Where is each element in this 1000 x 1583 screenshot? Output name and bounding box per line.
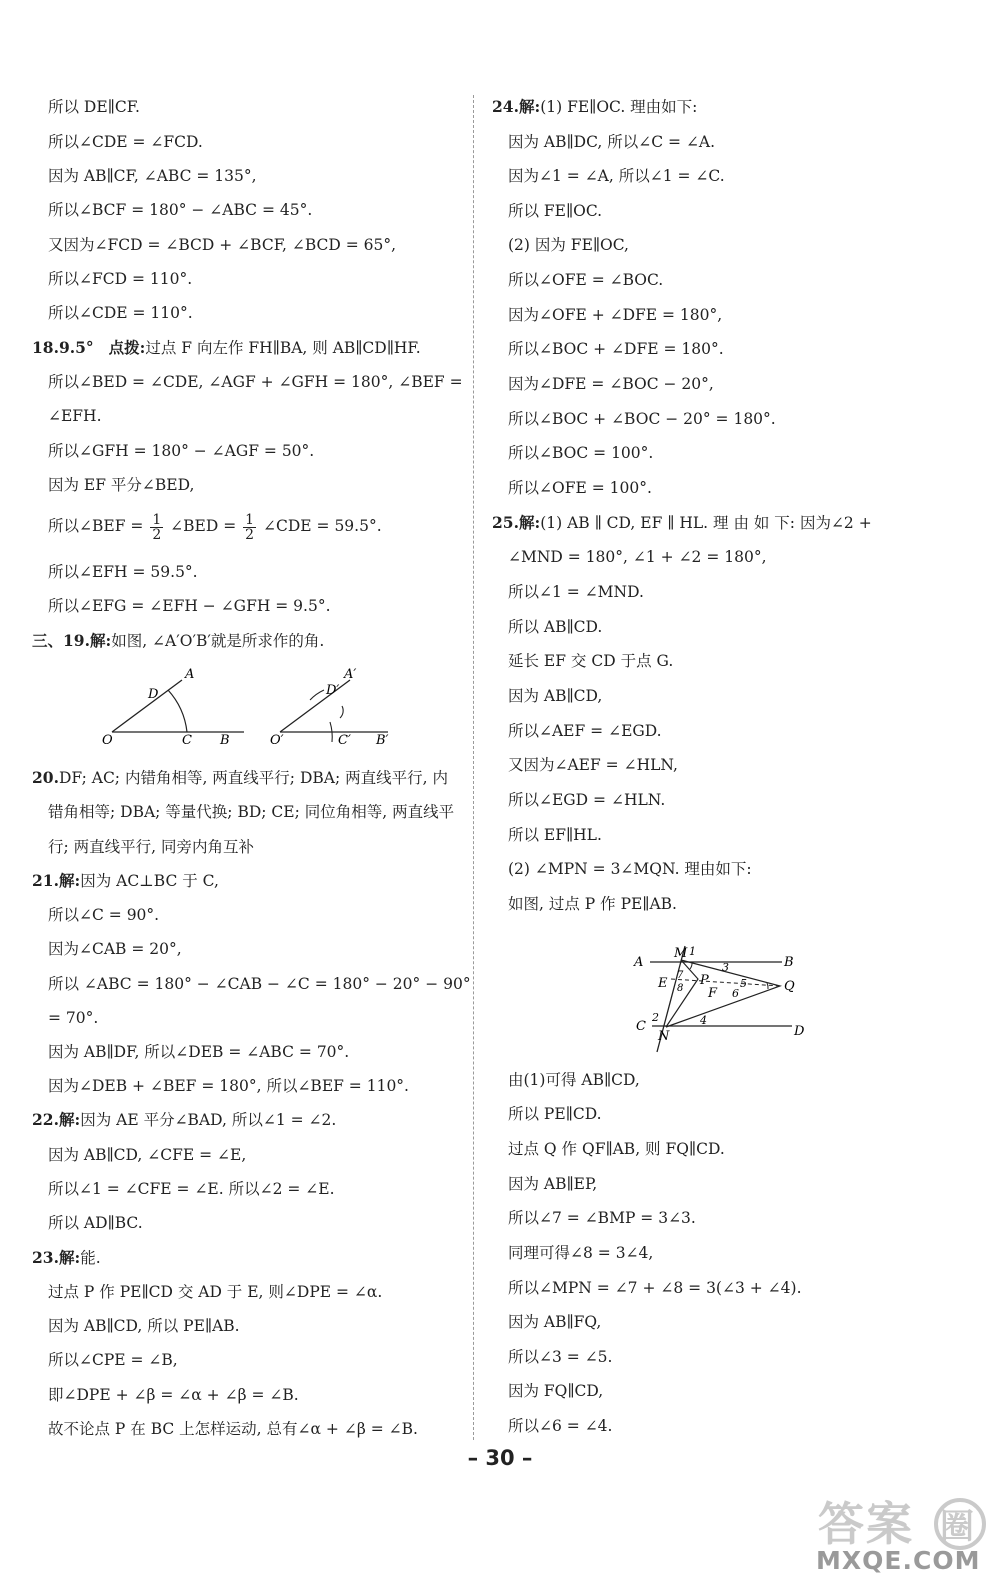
- text-line: 又因为∠AEF = ∠HLN,: [508, 756, 678, 774]
- question-number: 22.解:: [32, 1110, 81, 1129]
- angle-label: 4: [700, 1014, 707, 1027]
- question-text: 如图, ∠A′O′B′就是所求作的角.: [111, 632, 325, 650]
- question-text: 能.: [80, 1249, 101, 1267]
- svg-text:圈: 圈: [940, 1507, 974, 1547]
- question-18: [32, 338, 421, 358]
- text-line: 所以∠OFE = ∠BOC.: [508, 271, 664, 289]
- hint-tag: 点拨:: [108, 338, 146, 357]
- text-line: 故不论点 P 在 BC 上怎样运动, 总有∠α + ∠β = ∠B.: [48, 1420, 418, 1438]
- angle-construction-figure: [92, 660, 392, 750]
- angle-label: 5: [740, 977, 747, 990]
- text-line: 所以∠BOC + ∠DFE = 180°.: [508, 340, 724, 358]
- text-line: 所以 ∠ABC = 180° − ∠CAB − ∠C = 180° − 20° − 90°: [48, 975, 471, 993]
- question-21: [32, 871, 219, 891]
- point-label: C′: [338, 733, 351, 748]
- text-line: 即∠DPE + ∠β = ∠α + ∠β = ∠B.: [48, 1386, 299, 1404]
- question-19: [32, 631, 324, 651]
- text-line: 因为 AB∥DF, 所以∠DEB = ∠ABC = 70°.: [48, 1043, 350, 1061]
- text-line: 因为 AB∥FQ,: [508, 1313, 602, 1331]
- point-label: A: [634, 955, 644, 970]
- text-line: 所以∠AEF = ∠EGD.: [508, 722, 662, 740]
- text-segment: ∠BED =: [170, 517, 237, 535]
- page-number: – 30 –: [467, 1446, 533, 1470]
- angle-label: 3: [722, 961, 729, 974]
- text-line: 所以∠BOC + ∠BOC − 20° = 180°.: [508, 410, 776, 428]
- text-line: 因为∠DEB + ∠BEF = 180°, 所以∠BEF = 110°.: [48, 1077, 409, 1095]
- text-line: 因为 FQ∥CD,: [508, 1382, 604, 1400]
- text-line: 所以 AB∥CD.: [508, 618, 603, 636]
- angle-label: 1: [689, 945, 696, 958]
- point-label: N: [658, 1029, 670, 1044]
- point-label: M: [674, 946, 688, 961]
- question-text: 因为 AC⊥BC 于 C,: [80, 872, 219, 890]
- point-label: B′: [376, 733, 389, 748]
- text-line: 所以∠CDE = 110°.: [48, 304, 193, 322]
- text-line: 因为 AB∥CD, ∠CFE = ∠E,: [48, 1146, 247, 1164]
- angle-label: 7: [677, 970, 684, 981]
- fraction-numerator: 1: [152, 511, 162, 528]
- text-line: (2) ∠MPN = 3∠MQN. 理由如下:: [508, 860, 752, 878]
- question-text: 过点 F 向左作 FH∥BA, 则 AB∥CD∥HF.: [145, 339, 421, 357]
- text-line: 所以∠1 = ∠CFE = ∠E. 所以∠2 = ∠E.: [48, 1180, 335, 1198]
- text-line: ∠EFH.: [48, 407, 102, 425]
- point-label: A′: [344, 667, 357, 682]
- text-line: 过点 P 作 PE∥CD 交 AD 于 E, 则∠DPE = ∠α.: [48, 1283, 383, 1301]
- angle-label: 6: [732, 987, 739, 1000]
- text-line: = 70°.: [48, 1009, 99, 1027]
- column-divider: [473, 95, 474, 1440]
- text-line: 所以∠CPE = ∠B,: [48, 1351, 178, 1369]
- text-line: 所以∠BCF = 180° − ∠ABC = 45°.: [48, 201, 313, 219]
- point-label: O: [102, 733, 113, 748]
- text-line: 所以∠BED = ∠CDE, ∠AGF + ∠GFH = 180°, ∠BEF =: [48, 373, 463, 391]
- text-line: 因为 AB∥CD,: [508, 687, 603, 705]
- text-line: 所以∠FCD = 110°.: [48, 270, 193, 288]
- question-number: 三、19.解:: [32, 631, 112, 650]
- question-24: [492, 97, 697, 117]
- question-number: 25.解:: [492, 513, 541, 532]
- point-label: E: [658, 976, 668, 991]
- fraction-denominator: 2: [245, 526, 255, 543]
- parallel-lines-figure: [622, 938, 842, 1058]
- question-22: [32, 1110, 336, 1130]
- point-label: C: [182, 733, 192, 748]
- question-text: 因为 AE 平分∠BAD, 所以∠1 = ∠2.: [80, 1111, 337, 1129]
- question-text: (1) FE∥OC. 理由如下:: [540, 98, 698, 116]
- text-line: 所以∠7 = ∠BMP = 3∠3.: [508, 1209, 696, 1227]
- point-label: D: [148, 687, 159, 702]
- text-line: 所以 FE∥OC.: [508, 202, 603, 220]
- text-line: 因为∠OFE + ∠DFE = 180°,: [508, 306, 723, 324]
- text-segment: 所以∠BEF =: [48, 517, 144, 535]
- point-label: F: [708, 986, 718, 1001]
- text-line: 所以∠CDE = ∠FCD.: [48, 133, 203, 151]
- question-23: [32, 1248, 101, 1268]
- text-line: 如图, 过点 P 作 PE∥AB.: [508, 895, 677, 913]
- svg-text:答案: 答案: [818, 1497, 914, 1551]
- text-line: ∠MND = 180°, ∠1 + ∠2 = 180°,: [508, 548, 767, 566]
- angle-label: 2: [652, 1011, 659, 1024]
- text-line: 所以 DE∥CF.: [48, 98, 140, 116]
- question-text: DF; AC; 内错角相等, 两直线平行; DBA; 两直线平行, 内: [58, 769, 448, 787]
- text-line: 所以∠3 = ∠5.: [508, 1348, 613, 1366]
- text-line: 所以∠GFH = 180° − ∠AGF = 50°.: [48, 442, 315, 460]
- text-line: 所以∠1 = ∠MND.: [508, 583, 644, 601]
- text-line: 延长 EF 交 CD 于点 G.: [508, 652, 674, 670]
- text-line: (2) 因为 FE∥OC,: [508, 236, 629, 254]
- point-label: D: [794, 1024, 805, 1039]
- question-20: [32, 768, 448, 788]
- question-number: 24.解:: [492, 97, 541, 116]
- text-line: 所以∠BOC = 100°.: [508, 444, 654, 462]
- text-line: 所以 PE∥CD.: [508, 1105, 602, 1123]
- point-label: Q: [784, 979, 795, 994]
- text-line: 因为∠DFE = ∠BOC − 20°,: [508, 375, 714, 393]
- text-line: 因为 AB∥DC, 所以∠C = ∠A.: [508, 133, 716, 151]
- question-number: 23.解:: [32, 1248, 81, 1267]
- fraction-one-half: [243, 513, 256, 542]
- text-line: 因为 EF 平分∠BED,: [48, 476, 195, 494]
- text-line: 因为 AB∥CF, ∠ABC = 135°,: [48, 167, 257, 185]
- point-label: B: [784, 955, 794, 970]
- fraction-denominator: 2: [152, 526, 162, 543]
- original-angle: [102, 667, 244, 748]
- text-line: 因为 AB∥EP,: [508, 1175, 598, 1193]
- text-line: 因为∠CAB = 20°,: [48, 940, 182, 958]
- text-line: 因为 AB∥CD, 所以 PE∥AB.: [48, 1317, 240, 1335]
- question-number: 20.: [32, 768, 59, 787]
- line-pe-qf: [671, 979, 780, 986]
- question-number: 18.9.5°: [32, 338, 94, 357]
- text-line: 行; 两直线平行, 同旁内角互补: [48, 838, 255, 856]
- fraction-one-half: [150, 513, 163, 542]
- text-line: 所以∠OFE = 100°.: [508, 479, 652, 497]
- fraction-line: [48, 508, 382, 544]
- text-line: 又因为∠FCD = ∠BCD + ∠BCF, ∠BCD = 65°,: [48, 236, 397, 254]
- point-label: A: [185, 667, 195, 682]
- text-segment: ∠CDE = 59.5°.: [263, 517, 382, 535]
- text-line: 过点 Q 作 QF∥AB, 则 FQ∥CD.: [508, 1140, 725, 1158]
- watermark-url: MXQE.COM: [816, 1546, 981, 1575]
- text-line: 因为∠1 = ∠A, 所以∠1 = ∠C.: [508, 167, 725, 185]
- text-line: 所以 AD∥BC.: [48, 1214, 143, 1232]
- text-line: 所以∠EFH = 59.5°.: [48, 563, 198, 581]
- point-label: C: [636, 1019, 646, 1034]
- point-label: P: [700, 973, 709, 988]
- angle-label: 8: [677, 983, 684, 994]
- text-line: 所以∠EGD = ∠HLN.: [508, 791, 666, 809]
- point-label: O′: [270, 733, 284, 748]
- constructed-angle: [270, 667, 389, 748]
- text-line: 所以 EF∥HL.: [508, 826, 602, 844]
- point-label: B: [220, 733, 230, 748]
- text-line: 所以∠C = 90°.: [48, 906, 160, 924]
- fraction-numerator: 1: [245, 511, 255, 528]
- question-number: 21.解:: [32, 871, 81, 890]
- question-text: (1) AB ∥ CD, EF ∥ HL. 理 由 如 下: 因为∠2 +: [540, 514, 872, 532]
- point-label: D′: [326, 683, 340, 698]
- text-line: 同理可得∠8 = 3∠4,: [508, 1244, 654, 1262]
- question-25: [492, 513, 872, 533]
- text-line: 错角相等; DBA; 等量代换; BD; CE; 同位角相等, 两直线平: [48, 803, 455, 821]
- text-line: 由(1)可得 AB∥CD,: [508, 1071, 640, 1089]
- text-line: 所以∠EFG = ∠EFH − ∠GFH = 9.5°.: [48, 597, 331, 615]
- text-line: 所以∠6 = ∠4.: [508, 1417, 613, 1435]
- text-line: 所以∠MPN = ∠7 + ∠8 = 3(∠3 + ∠4).: [508, 1279, 802, 1297]
